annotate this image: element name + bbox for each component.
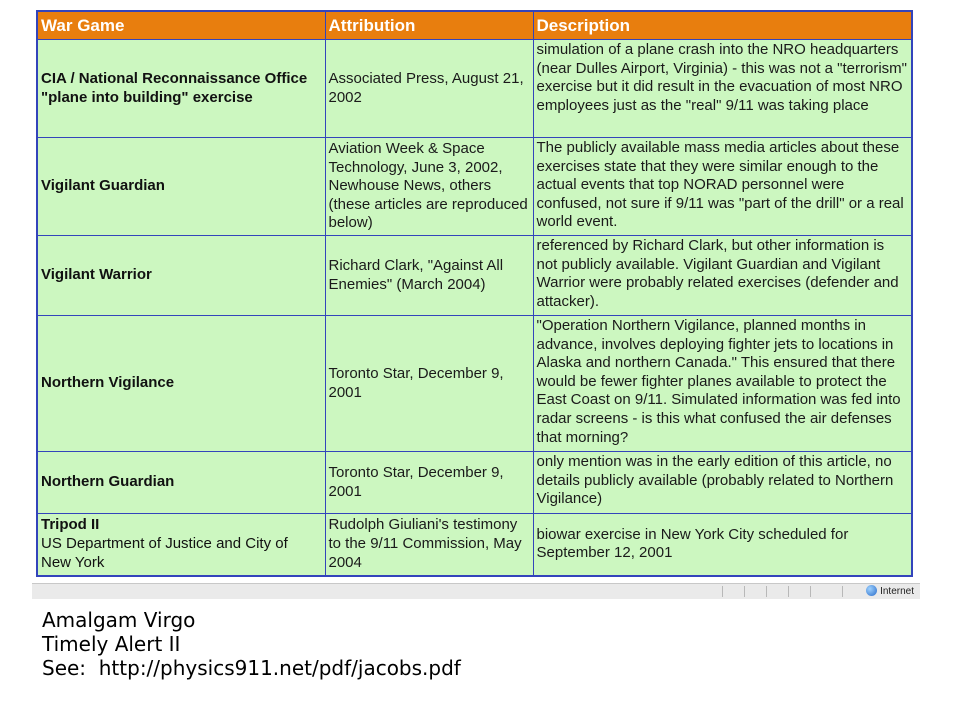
status-separator — [842, 586, 843, 597]
status-separator — [722, 586, 723, 597]
header-attribution: Attribution — [325, 11, 533, 40]
status-separator — [788, 586, 789, 597]
war-game-name: Vigilant Guardian — [41, 177, 165, 195]
table-row — [37, 236, 912, 316]
war-game-cell — [37, 452, 325, 514]
page-content — [32, 0, 920, 583]
description-cell: biowar exercise in New York City scheduled for September 12, 2001 — [533, 514, 912, 576]
attribution-cell: Associated Press, August 21, 2002 — [325, 40, 533, 138]
war-game-subtitle: US Department of Justice and City of New York — [41, 534, 288, 571]
attribution-cell: Toronto Star, December 9, 2001 — [325, 316, 533, 452]
table-row — [37, 40, 912, 138]
table-header-row — [37, 11, 912, 40]
table-row — [37, 514, 912, 576]
zone-label: Internet — [880, 586, 914, 597]
war-game-cell — [37, 40, 325, 138]
globe-icon — [866, 585, 877, 596]
war-game-cell — [37, 236, 325, 316]
slide-notes — [42, 608, 461, 680]
description-cell: simulation of a plane crash into the NRO headquarters (near Dulles Airport, Virginia) - this was not a "terrorism" exercise but it did result in the evacuation of most NRO employees just as the "real" 9/11 was taking place — [533, 40, 912, 138]
attribution-cell: Richard Clark, "Against All Enemies" (March 2004) — [325, 236, 533, 316]
description-cell: The publicly available mass media articles about these exercises state that they were similar enough to the actual events that top NORAD personnel were confused, not sure if 9/11 was "part of the drill" or a real world event. — [533, 138, 912, 236]
note-line: Amalgam Virgo — [42, 608, 196, 632]
browser-screenshot — [32, 0, 920, 598]
header-war-game: War Game — [37, 11, 325, 40]
header-description: Description — [533, 11, 912, 40]
status-separator — [810, 586, 811, 597]
war-game-name: Northern Guardian — [41, 473, 175, 491]
attribution-cell: Aviation Week & Space Technology, June 3, 2002, Newhouse News, others (these articles are reproduced below) — [325, 138, 533, 236]
browser-status-bar — [32, 583, 920, 599]
war-game-name: Tripod II — [41, 516, 100, 534]
table-row — [37, 138, 912, 236]
war-game-cell — [37, 138, 325, 236]
attribution-cell: Rudolph Giuliani's testimony to the 9/11 Commission, May 2004 — [325, 514, 533, 576]
table-row — [37, 316, 912, 452]
note-line: See: http://physics911.net/pdf/jacobs.pdf — [42, 656, 461, 680]
war-game-name: CIA / National Reconnaissance Office "plane into building" exercise — [41, 69, 308, 106]
security-zone[interactable] — [866, 585, 914, 598]
war-game-name: Northern Vigilance — [41, 374, 175, 392]
description-cell: "Operation Northern Vigilance, planned months in advance, involves deploying fighter jets to locations in Alaska and northern Canada." This ensured that there would be fewer fighter planes available to protect the East Coast on 9/11. Simulated information was fed into radar screens - is this what confused the air defenses that morning? — [533, 316, 912, 452]
status-separator — [766, 586, 767, 597]
attribution-cell: Toronto Star, December 9, 2001 — [325, 452, 533, 514]
status-separator — [744, 586, 745, 597]
war-games-table — [36, 10, 913, 577]
war-game-cell — [37, 514, 325, 576]
note-line: Timely Alert II — [42, 632, 181, 656]
table-row — [37, 452, 912, 514]
war-game-cell — [37, 316, 325, 452]
war-game-name: Vigilant Warrior — [41, 266, 152, 284]
description-cell: only mention was in the early edition of this article, no details publicly available (probably related to Northern Vigilance) — [533, 452, 912, 514]
description-cell: referenced by Richard Clark, but other information is not publicly available. Vigilant Guardian and Vigilant Warrior were probably related exercises (defender and attacker). — [533, 236, 912, 316]
